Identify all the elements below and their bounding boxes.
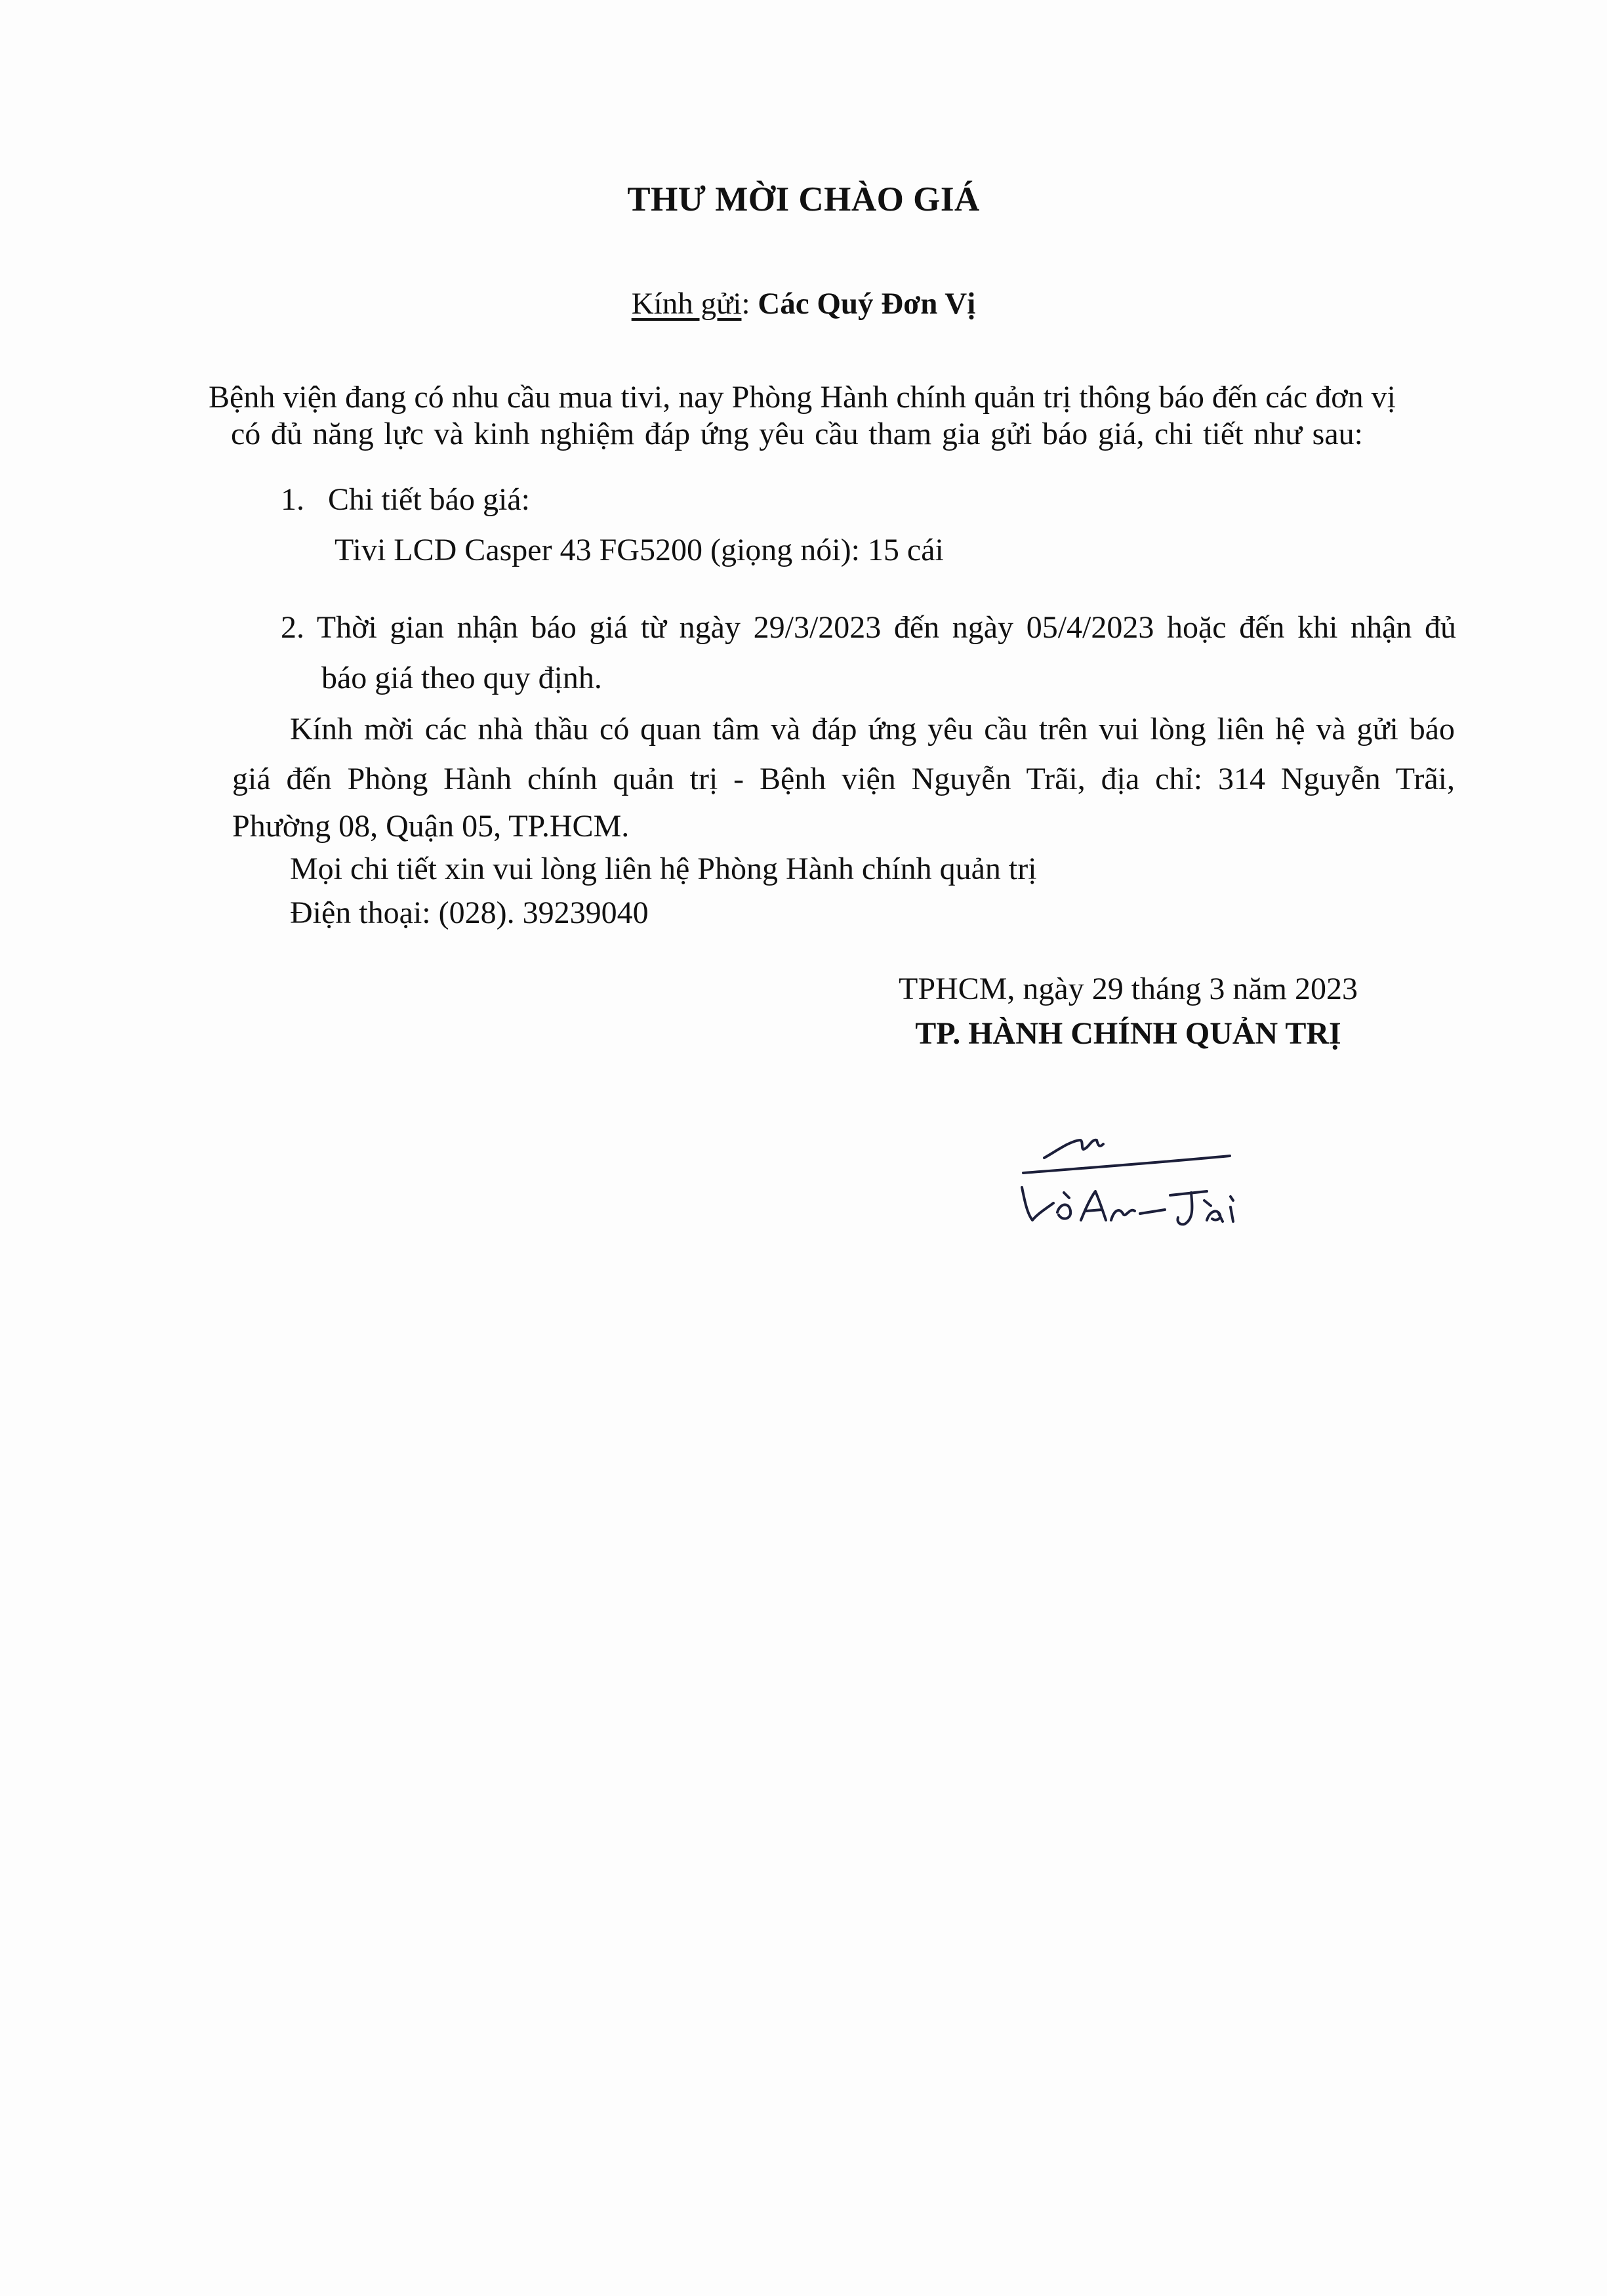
signature-title: TP. HÀNH CHÍNH QUẢN TRỊ	[915, 1016, 1341, 1051]
recipient-name: Các Quý Đơn Vị	[758, 287, 976, 321]
recipient-separator: :	[741, 287, 758, 321]
intro-line-2: có đủ năng lực và kinh nghiệm đáp ứng yêu cầu tham gia gửi báo giá, chi tiết như sau:	[231, 417, 1363, 451]
handwritten-signature	[1010, 1115, 1312, 1246]
recipient-label: Kính gửi	[631, 287, 742, 321]
invite-line-1: Kính mời các nhà thầu có quan tâm và đáp ứng yêu cầu trên vui lòng liên hệ và gửi báo	[290, 712, 1455, 747]
signature-date: TPHCM, ngày 29 tháng 3 năm 2023	[899, 972, 1358, 1006]
item-1-number: 1.	[281, 482, 304, 517]
item-2-line-1: 2. Thời gian nhận báo giá từ ngày 29/3/2023 đến ngày 05/4/2023 hoặc đến khi nhận đủ	[281, 610, 1456, 645]
intro-line-1: Bệnh viện đang có nhu cầu mua tivi, nay Phòng Hành chính quản trị thông báo đến các đơn vị	[209, 380, 1396, 415]
item-1-detail: Tivi LCD Casper 43 FG5200 (giọng nói): 15 cái	[335, 533, 944, 567]
document-title: THƯ MỜI CHÀO GIÁ	[627, 180, 980, 218]
item-1-label: Chi tiết báo giá:	[328, 482, 530, 517]
invite-line-2: giá đến Phòng Hành chính quản trị - Bệnh viện Nguyễn Trãi, địa chỉ: 314 Nguyễn Trãi,	[232, 762, 1455, 796]
invite-line-3: Phường 08, Quận 05, TP.HCM.	[232, 809, 630, 844]
item-2-line-2: báo giá theo quy định.	[321, 661, 602, 695]
recipient-line	[0, 286, 1607, 321]
contact-line: Mọi chi tiết xin vui lòng liên hệ Phòng Hành chính quản trị	[290, 851, 1037, 886]
phone-line: Điện thoại: (028). 39239040	[290, 895, 649, 930]
